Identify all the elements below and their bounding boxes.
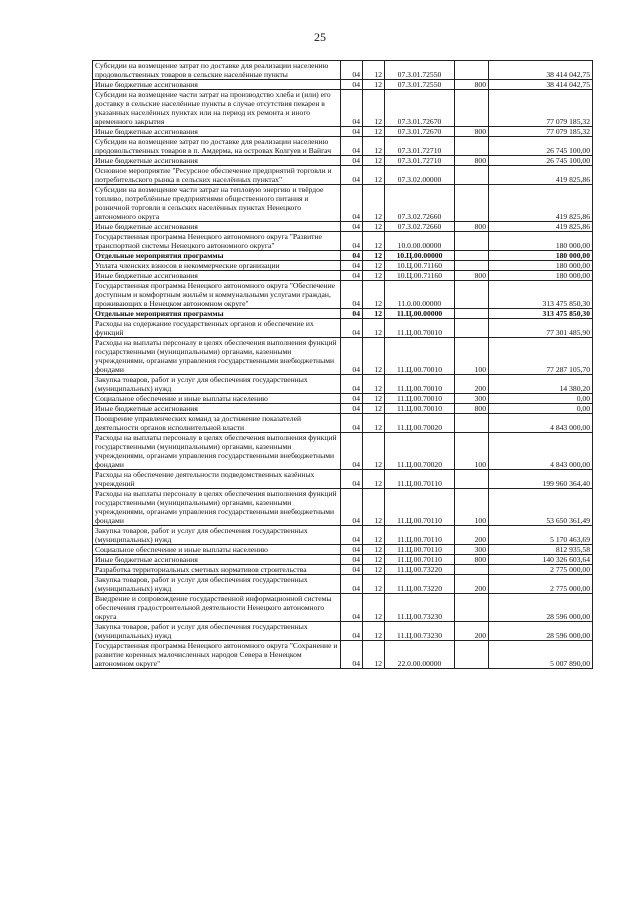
row-amount: 419 825,86 xyxy=(489,222,593,232)
table-row xyxy=(93,127,593,137)
row-amount: 180 000,00 xyxy=(489,251,593,261)
row-subsection: 12 xyxy=(363,80,385,90)
row-expense-type xyxy=(455,90,489,127)
row-target-code: 11.Ц.00.70110 xyxy=(385,526,455,545)
row-section: 04 xyxy=(341,414,363,433)
row-section: 04 xyxy=(341,156,363,166)
row-name: Расходы на выплаты персоналу в целях обеспечения выполнения функций государственными (муниципальными) органами, казенными учреждениями, органами управления государственными внебюджетными фондами xyxy=(93,433,341,470)
row-section: 04 xyxy=(341,185,363,222)
row-expense-type: 300 xyxy=(455,394,489,404)
row-target-code: 07.3.01.72710 xyxy=(385,137,455,156)
table-row xyxy=(93,185,593,222)
row-name: Расходы на обеспечение деятельности подведомственных казённых учреждений xyxy=(93,470,341,489)
row-expense-type: 800 xyxy=(455,127,489,137)
row-amount: 0,00 xyxy=(489,394,593,404)
table-row xyxy=(93,641,593,669)
table-row xyxy=(93,565,593,575)
row-expense-type xyxy=(455,232,489,251)
row-expense-type xyxy=(455,414,489,433)
row-target-code: 10.0.00.00000 xyxy=(385,232,455,251)
row-section: 04 xyxy=(341,90,363,127)
row-section: 04 xyxy=(341,622,363,641)
row-name: Отдельные мероприятия программы xyxy=(93,309,341,319)
row-name: Субсидии на возмещение затрат по доставке для реализации населению продовольственных товаров в п. Амдерма, на островах Колгуев и Вайгач xyxy=(93,137,341,156)
row-target-code: 07.3.01.72670 xyxy=(385,90,455,127)
table-row xyxy=(93,394,593,404)
row-section: 04 xyxy=(341,575,363,594)
row-target-code: 11.Ц.00.70010 xyxy=(385,319,455,338)
row-amount: 812 935,58 xyxy=(489,545,593,555)
table-row xyxy=(93,156,593,166)
row-section: 04 xyxy=(341,222,363,232)
row-section: 04 xyxy=(341,319,363,338)
table-row xyxy=(93,470,593,489)
row-section: 04 xyxy=(341,281,363,309)
row-name: Субсидии на возмещение части затрат на тепловую энергию и твёрдое топливо, потреблённые предприятиями общественного питания и розничной торговли в сельских населённых пунктах Ненецкого автономного округа xyxy=(93,185,341,222)
row-expense-type: 800 xyxy=(455,156,489,166)
row-name: Разработка территориальных сметных нормативов строительства xyxy=(93,565,341,575)
table-row xyxy=(93,90,593,127)
row-subsection: 12 xyxy=(363,61,385,80)
row-name: Основное мероприятие "Ресурсное обеспечение предприятий торговли и потребительского рынка в сельских населённых пунктах" xyxy=(93,166,341,185)
row-subsection: 12 xyxy=(363,281,385,309)
row-section: 04 xyxy=(341,137,363,156)
row-expense-type: 100 xyxy=(455,433,489,470)
row-amount: 77 079 185,32 xyxy=(489,90,593,127)
row-expense-type xyxy=(455,594,489,622)
row-subsection: 12 xyxy=(363,137,385,156)
row-name: Закупка товаров, работ и услуг для обеспечения государственных (муниципальных) нужд xyxy=(93,622,341,641)
table-row xyxy=(93,80,593,90)
row-amount: 14 380,20 xyxy=(489,375,593,394)
row-subsection: 12 xyxy=(363,185,385,222)
row-amount: 140 326 603,64 xyxy=(489,555,593,565)
row-subsection: 12 xyxy=(363,127,385,137)
row-name: Государственная программа Ненецкого автономного округа "Обеспечение доступным и комфортным жильём и коммунальными услугами граждан, проживающих в Ненецком автономном округе" xyxy=(93,281,341,309)
row-amount: 313 475 850,30 xyxy=(489,309,593,319)
row-subsection: 12 xyxy=(363,232,385,251)
row-section: 04 xyxy=(341,565,363,575)
row-subsection: 12 xyxy=(363,251,385,261)
row-name: Социальное обеспечение и иные выплаты населению xyxy=(93,545,341,555)
row-target-code: 11.Ц.00.73220 xyxy=(385,565,455,575)
row-target-code: 11.Ц.00.00000 xyxy=(385,309,455,319)
row-name: Иные бюджетные ассигнования xyxy=(93,222,341,232)
row-name: Поощрение управленческих команд за достижение показателей деятельности органов исполнительной власти xyxy=(93,414,341,433)
row-amount: 0,00 xyxy=(489,404,593,414)
row-subsection: 12 xyxy=(363,375,385,394)
row-section: 04 xyxy=(341,375,363,394)
row-section: 04 xyxy=(341,594,363,622)
table-row xyxy=(93,489,593,526)
row-name: Иные бюджетные ассигнования xyxy=(93,127,341,137)
table-row xyxy=(93,166,593,185)
row-target-code: 07.3.01.72710 xyxy=(385,156,455,166)
row-amount: 26 745 100,00 xyxy=(489,156,593,166)
row-target-code: 11.Ц.00.70110 xyxy=(385,470,455,489)
row-name: Закупка товаров, работ и услуг для обеспечения государственных (муниципальных) нужд xyxy=(93,375,341,394)
row-amount: 180 000,00 xyxy=(489,271,593,281)
row-name: Внедрение и сопровождение государственной информационной системы обеспечения градостроительной деятельности Ненецкого автономного округа xyxy=(93,594,341,622)
row-section: 04 xyxy=(341,166,363,185)
row-section: 04 xyxy=(341,545,363,555)
row-target-code: 11.Ц.00.70020 xyxy=(385,433,455,470)
row-subsection: 12 xyxy=(363,309,385,319)
row-expense-type: 800 xyxy=(455,222,489,232)
row-expense-type: 800 xyxy=(455,555,489,565)
table-row xyxy=(93,137,593,156)
row-expense-type xyxy=(455,565,489,575)
row-amount: 2 775 000,00 xyxy=(489,565,593,575)
row-subsection: 12 xyxy=(363,222,385,232)
row-target-code: 10.Ц.00.71160 xyxy=(385,261,455,271)
table-row xyxy=(93,232,593,251)
row-section: 04 xyxy=(341,309,363,319)
table-row xyxy=(93,319,593,338)
row-subsection: 12 xyxy=(363,545,385,555)
row-expense-type xyxy=(455,261,489,271)
row-target-code: 07.3.01.72670 xyxy=(385,127,455,137)
row-subsection: 12 xyxy=(363,565,385,575)
table-row xyxy=(93,222,593,232)
row-section: 04 xyxy=(341,433,363,470)
row-name: Расходы на содержание государственных органов и обеспечение их функций xyxy=(93,319,341,338)
row-expense-type xyxy=(455,470,489,489)
row-name: Субсидии на возмещение затрат по доставке для реализации населению продовольственных товаров в сельские населённые пункты xyxy=(93,61,341,80)
row-target-code: 07.3.02.72660 xyxy=(385,185,455,222)
row-amount: 38 414 042,75 xyxy=(489,80,593,90)
table-row xyxy=(93,433,593,470)
row-name: Социальное обеспечение и иные выплаты населению xyxy=(93,394,341,404)
row-subsection: 12 xyxy=(363,414,385,433)
row-name: Отдельные мероприятия программы xyxy=(93,251,341,261)
row-target-code: 07.3.01.72550 xyxy=(385,80,455,90)
row-name: Государственная программа Ненецкого автономного округа "Сохранение и развитие коренных малочисленных народов Севера в Ненецком автономном округе" xyxy=(93,641,341,669)
row-target-code: 11.Ц.00.70110 xyxy=(385,545,455,555)
row-expense-type xyxy=(455,61,489,80)
table-row xyxy=(93,526,593,545)
row-section: 04 xyxy=(341,394,363,404)
row-target-code: 07.3.01.72550 xyxy=(385,61,455,80)
row-target-code: 10.Ц.00.71160 xyxy=(385,271,455,281)
row-expense-type xyxy=(455,251,489,261)
table-row xyxy=(93,414,593,433)
row-section: 04 xyxy=(341,232,363,251)
row-target-code: 22.0.00.00000 xyxy=(385,641,455,669)
row-expense-type: 100 xyxy=(455,489,489,526)
table-row xyxy=(93,555,593,565)
row-target-code: 10.Ц.00.00000 xyxy=(385,251,455,261)
row-target-code: 11.Ц.00.70010 xyxy=(385,338,455,375)
row-subsection: 12 xyxy=(363,166,385,185)
row-expense-type xyxy=(455,166,489,185)
row-expense-type xyxy=(455,185,489,222)
row-section: 04 xyxy=(341,489,363,526)
row-subsection: 12 xyxy=(363,555,385,565)
row-target-code: 07.3.02.00000 xyxy=(385,166,455,185)
row-amount: 77 301 485,90 xyxy=(489,319,593,338)
row-amount: 77 287 105,70 xyxy=(489,338,593,375)
row-subsection: 12 xyxy=(363,489,385,526)
row-amount: 2 775 000,00 xyxy=(489,575,593,594)
page-number: 25 xyxy=(314,30,326,44)
row-expense-type: 300 xyxy=(455,545,489,555)
row-amount: 313 475 850,30 xyxy=(489,281,593,309)
row-subsection: 12 xyxy=(363,394,385,404)
row-subsection: 12 xyxy=(363,404,385,414)
row-name: Иные бюджетные ассигнования xyxy=(93,80,341,90)
row-amount: 4 843 000,00 xyxy=(489,433,593,470)
row-expense-type xyxy=(455,641,489,669)
row-expense-type xyxy=(455,137,489,156)
row-amount: 26 745 100,00 xyxy=(489,137,593,156)
row-target-code: 11.Ц.00.70110 xyxy=(385,555,455,565)
table-row xyxy=(93,309,593,319)
row-section: 04 xyxy=(341,338,363,375)
row-expense-type xyxy=(455,319,489,338)
row-name: Закупка товаров, работ и услуг для обеспечения государственных (муниципальных) нужд xyxy=(93,575,341,594)
row-target-code: 11.Ц.00.70010 xyxy=(385,404,455,414)
table-row xyxy=(93,271,593,281)
table-row xyxy=(93,404,593,414)
row-expense-type: 800 xyxy=(455,80,489,90)
row-subsection: 12 xyxy=(363,271,385,281)
row-amount: 180 000,00 xyxy=(489,232,593,251)
row-expense-type: 100 xyxy=(455,338,489,375)
budget-table xyxy=(92,60,593,669)
table-row xyxy=(93,251,593,261)
row-target-code: 11.Ц.00.73230 xyxy=(385,622,455,641)
row-section: 04 xyxy=(341,526,363,545)
table-row xyxy=(93,575,593,594)
row-amount: 4 843 000,00 xyxy=(489,414,593,433)
row-name: Иные бюджетные ассигнования xyxy=(93,555,341,565)
row-name: Уплата членских взносов в некоммерческие организации xyxy=(93,261,341,271)
row-subsection: 12 xyxy=(363,622,385,641)
row-expense-type xyxy=(455,309,489,319)
table-row xyxy=(93,622,593,641)
row-subsection: 12 xyxy=(363,526,385,545)
row-subsection: 12 xyxy=(363,433,385,470)
row-section: 04 xyxy=(341,555,363,565)
row-subsection: 12 xyxy=(363,319,385,338)
row-section: 04 xyxy=(341,271,363,281)
row-subsection: 12 xyxy=(363,641,385,669)
row-subsection: 12 xyxy=(363,338,385,375)
row-name: Расходы на выплаты персоналу в целях обеспечения выполнения функций государственными (муниципальными) органами, казенными учреждениями, органами управления государственными внебюджетными фондами xyxy=(93,338,341,375)
row-name: Иные бюджетные ассигнования xyxy=(93,404,341,414)
row-target-code: 07.3.02.72660 xyxy=(385,222,455,232)
row-target-code: 11.Ц.00.70010 xyxy=(385,394,455,404)
row-expense-type: 800 xyxy=(455,404,489,414)
row-amount: 28 596 000,00 xyxy=(489,594,593,622)
row-subsection: 12 xyxy=(363,90,385,127)
row-target-code: 11.Ц.00.73220 xyxy=(385,575,455,594)
row-amount: 38 414 042,75 xyxy=(489,61,593,80)
table-row xyxy=(93,281,593,309)
row-subsection: 12 xyxy=(363,156,385,166)
table-row xyxy=(93,261,593,271)
row-expense-type: 200 xyxy=(455,575,489,594)
row-subsection: 12 xyxy=(363,575,385,594)
row-name: Закупка товаров, работ и услуг для обеспечения государственных (муниципальных) нужд xyxy=(93,526,341,545)
row-section: 04 xyxy=(341,641,363,669)
row-amount: 419 825,86 xyxy=(489,185,593,222)
row-amount: 199 960 364,40 xyxy=(489,470,593,489)
table-row xyxy=(93,338,593,375)
row-amount: 28 596 000,00 xyxy=(489,622,593,641)
row-subsection: 12 xyxy=(363,261,385,271)
row-section: 04 xyxy=(341,80,363,90)
row-subsection: 12 xyxy=(363,470,385,489)
row-expense-type: 200 xyxy=(455,526,489,545)
row-amount: 180 000,00 xyxy=(489,261,593,271)
row-amount: 5 170 463,69 xyxy=(489,526,593,545)
row-name: Расходы на выплаты персоналу в целях обеспечения выполнения функций государственными (муниципальными) органами, казенными учреждениями, органами управления государственными внебюджетными фондами xyxy=(93,489,341,526)
row-target-code: 11.0.00.00000 xyxy=(385,281,455,309)
row-target-code: 11.Ц.00.70020 xyxy=(385,414,455,433)
row-section: 04 xyxy=(341,261,363,271)
row-target-code: 11.Ц.00.73230 xyxy=(385,594,455,622)
table-row xyxy=(93,375,593,394)
row-amount: 419 825,86 xyxy=(489,166,593,185)
table-row xyxy=(93,61,593,80)
row-expense-type: 200 xyxy=(455,622,489,641)
row-amount: 5 007 890,00 xyxy=(489,641,593,669)
row-subsection: 12 xyxy=(363,594,385,622)
row-section: 04 xyxy=(341,404,363,414)
row-name: Иные бюджетные ассигнования xyxy=(93,271,341,281)
row-expense-type: 800 xyxy=(455,271,489,281)
row-name: Иные бюджетные ассигнования xyxy=(93,156,341,166)
row-expense-type xyxy=(455,281,489,309)
row-amount: 77 079 185,32 xyxy=(489,127,593,137)
row-target-code: 11.Ц.00.70010 xyxy=(385,375,455,394)
row-section: 04 xyxy=(341,61,363,80)
row-amount: 53 650 361,49 xyxy=(489,489,593,526)
row-name: Субсидии на возмещение части затрат на производство хлеба и (или) его доставку в сельские населённые пункты в случае отсутствия пекарен в указанных населённых пунктах или на период их ремонта и иного временного закрытия xyxy=(93,90,341,127)
table-row xyxy=(93,545,593,555)
row-section: 04 xyxy=(341,127,363,137)
row-section: 04 xyxy=(341,470,363,489)
table-row xyxy=(93,594,593,622)
row-expense-type: 200 xyxy=(455,375,489,394)
row-section: 04 xyxy=(341,251,363,261)
row-target-code: 11.Ц.00.70110 xyxy=(385,489,455,526)
row-name: Государственная программа Ненецкого автономного округа "Развитие транспортной системы Ненецкого автономного округа" xyxy=(93,232,341,251)
